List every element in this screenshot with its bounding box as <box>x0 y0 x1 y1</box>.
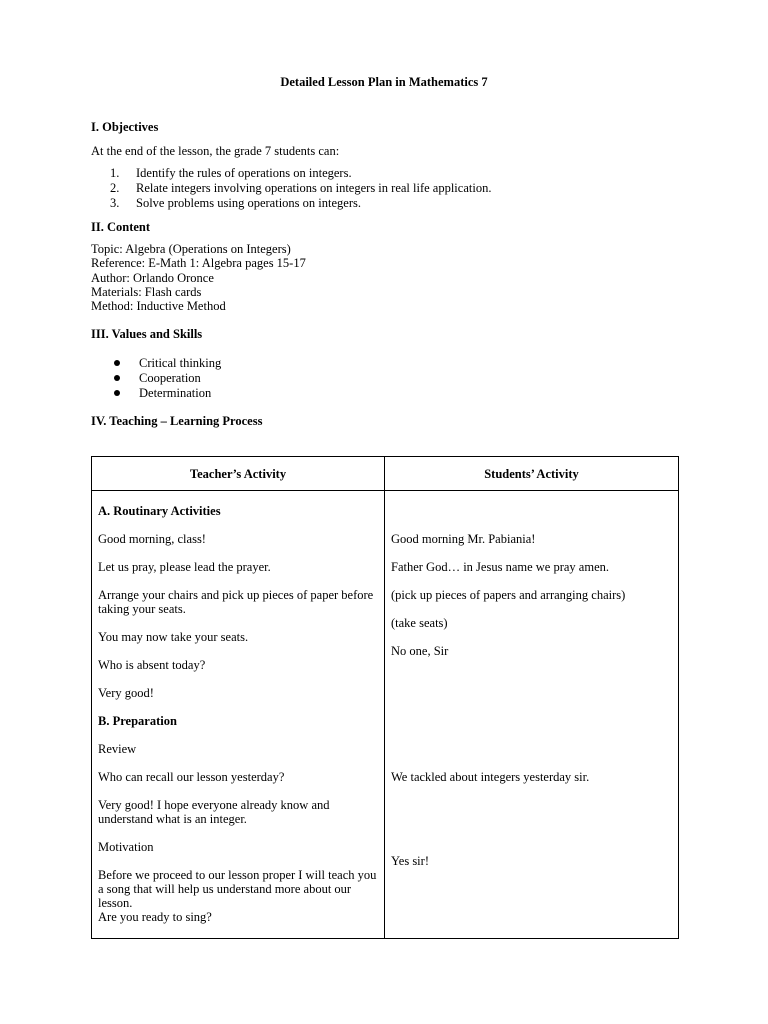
table-row: Who can recall our lesson yesterday? <box>98 770 285 784</box>
table-row: Who is absent today? <box>98 658 206 672</box>
item-text: Relate integers involving operations on integers in real life application. <box>136 181 492 195</box>
bullet-icon <box>114 390 120 396</box>
content-details <box>91 242 306 313</box>
table-row: Yes sir! <box>391 854 429 868</box>
activity-table <box>91 456 679 939</box>
table-body-row <box>92 491 679 939</box>
table-row: Good morning Mr. Pabiania! <box>391 532 536 546</box>
students-activity-cell <box>385 491 679 939</box>
process-heading: IV. Teaching – Learning Process <box>91 414 263 428</box>
content-topic: Topic: Algebra (Operations on Integers) <box>91 242 291 256</box>
item-text: Identify the rules of operations on integers. <box>136 166 352 180</box>
table-row-spacer <box>391 672 672 756</box>
item-text: Cooperation <box>139 370 201 385</box>
list-item <box>110 181 491 196</box>
list-item <box>110 370 221 385</box>
table-row: (pick up pieces of papers and arranging chairs) <box>391 588 626 602</box>
content-author: Author: Orlando Oronce <box>91 270 214 285</box>
table-row: Motivation <box>98 840 154 854</box>
table-row: Before we proceed to our lesson proper I will teach you a song that will help us understand more about our lesson. <box>98 868 377 910</box>
table-row: Good morning, class! <box>98 532 206 546</box>
item-text: Critical thinking <box>139 355 222 370</box>
table-row: You may now take your seats. <box>98 630 249 644</box>
item-number: 1. <box>110 166 120 180</box>
teacher-column-header: Teacher’s Activity <box>92 457 385 491</box>
students-column-header: Students’ Activity <box>385 457 679 491</box>
table-header-row <box>92 457 679 491</box>
content-reference: Reference: E-Math 1: Algebra pages 15-17 <box>91 256 306 271</box>
table-row: We tackled about integers yesterday sir. <box>391 770 590 784</box>
list-item <box>110 166 491 181</box>
item-number: 3. <box>110 196 120 210</box>
list-item <box>110 355 221 370</box>
table-row: Father God… in Jesus name we pray amen. <box>391 560 609 574</box>
teacher-activity-cell <box>92 491 385 939</box>
table-row: Review <box>98 742 137 756</box>
values-list <box>110 355 221 400</box>
table-row-extra: Are you ready to sing? <box>98 910 212 924</box>
content-materials: Materials: Flash cards <box>91 284 202 299</box>
table-row: Let us pray, please lead the prayer. <box>98 560 271 574</box>
objectives-intro: At the end of the lesson, the grade 7 students can: <box>91 144 340 158</box>
item-text: Determination <box>139 385 212 400</box>
content-method: Method: Inductive Method <box>91 299 226 314</box>
document-title: Detailed Lesson Plan in Mathematics 7 <box>280 75 488 89</box>
bullet-icon <box>114 360 120 366</box>
bullet-icon <box>114 375 120 381</box>
objectives-heading: I. Objectives <box>91 120 159 134</box>
section-preparation: B. Preparation <box>98 714 177 728</box>
values-heading: III. Values and Skills <box>91 327 203 341</box>
content-heading: II. Content <box>91 220 151 234</box>
table-row: (take seats) <box>391 616 448 630</box>
item-number: 2. <box>110 181 120 195</box>
section-routinary: A. Routinary Activities <box>98 504 221 518</box>
table-row: Very good! I hope everyone already know and understand what is an integer. <box>98 798 330 826</box>
table-row: Very good! <box>98 686 154 700</box>
table-row: No one, Sir <box>391 644 449 658</box>
item-text: Solve problems using operations on integers. <box>136 196 361 210</box>
table-row: Arrange your chairs and pick up pieces of paper before taking your seats. <box>98 588 374 616</box>
list-item <box>110 385 221 400</box>
objectives-list <box>110 166 491 211</box>
list-item <box>110 196 491 211</box>
